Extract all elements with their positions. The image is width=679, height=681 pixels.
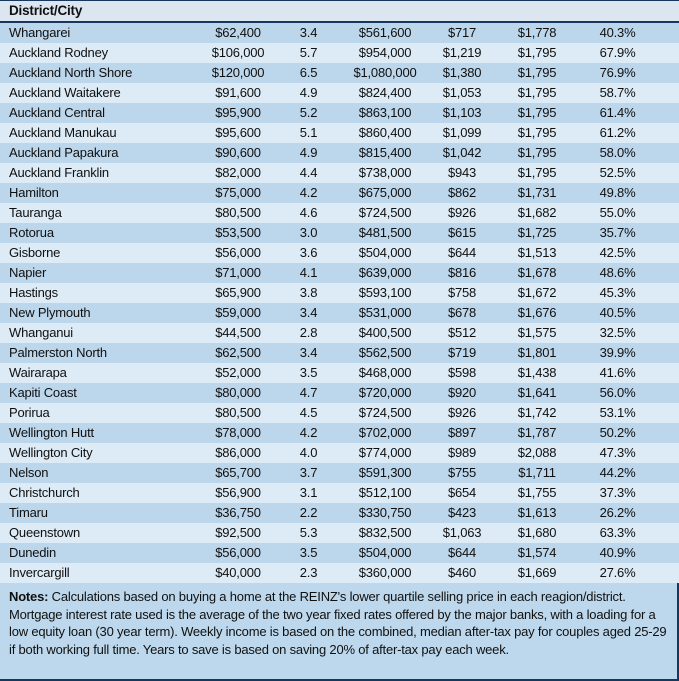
district-cell: Wairarapa bbox=[9, 365, 67, 380]
district-cell: Auckland North Shore bbox=[9, 65, 133, 80]
district-cell: Queenstown bbox=[9, 525, 80, 540]
district-cell: Auckland Central bbox=[9, 105, 105, 120]
value-cell: 4.7 bbox=[299, 385, 318, 400]
district-cell: Tauranga bbox=[9, 205, 62, 220]
value-cell: $78,000 bbox=[215, 425, 261, 440]
table-row bbox=[0, 303, 679, 323]
value-cell: $1,795 bbox=[517, 105, 557, 120]
value-cell: $675,000 bbox=[358, 185, 412, 200]
district-cell: Gisborne bbox=[9, 245, 61, 260]
value-cell: 3.1 bbox=[299, 485, 318, 500]
value-cell: $989 bbox=[447, 445, 477, 460]
value-cell: $678 bbox=[447, 305, 477, 320]
table-row bbox=[0, 243, 679, 263]
value-cell: $1,755 bbox=[517, 485, 557, 500]
row-filler bbox=[660, 443, 679, 463]
value-cell: 53.1% bbox=[599, 405, 636, 420]
value-cell: $717 bbox=[447, 25, 477, 40]
value-cell: 2.8 bbox=[299, 325, 318, 340]
value-cell: $815,400 bbox=[358, 145, 412, 160]
row-filler bbox=[660, 483, 679, 503]
value-cell: $1,219 bbox=[442, 45, 482, 60]
row-filler bbox=[660, 543, 679, 563]
value-cell: $80,500 bbox=[215, 205, 261, 220]
district-cell: Napier bbox=[9, 265, 47, 280]
value-cell: $1,672 bbox=[517, 285, 557, 300]
table-row bbox=[0, 483, 679, 503]
value-cell: 27.6% bbox=[599, 565, 636, 580]
value-cell: 40.5% bbox=[599, 305, 636, 320]
row-filler bbox=[660, 83, 679, 103]
value-cell: $644 bbox=[447, 245, 477, 260]
value-cell: $1,103 bbox=[442, 105, 482, 120]
value-cell: 48.6% bbox=[599, 265, 636, 280]
value-cell: $95,900 bbox=[215, 105, 261, 120]
value-cell: 4.5 bbox=[299, 405, 318, 420]
table-row bbox=[0, 323, 679, 343]
value-cell: $2,088 bbox=[517, 445, 557, 460]
table-row bbox=[0, 523, 679, 543]
value-cell: 52.5% bbox=[599, 165, 636, 180]
district-cell: Auckland Papakura bbox=[9, 145, 119, 160]
value-cell: $1,063 bbox=[442, 525, 482, 540]
value-cell: $53,500 bbox=[215, 225, 261, 240]
table-row bbox=[0, 463, 679, 483]
value-cell: $1,438 bbox=[517, 365, 557, 380]
row-filler bbox=[660, 323, 679, 343]
value-cell: $400,500 bbox=[358, 325, 412, 340]
row-filler bbox=[660, 143, 679, 163]
row-filler bbox=[660, 223, 679, 243]
table-row bbox=[0, 363, 679, 383]
value-cell: $774,000 bbox=[358, 445, 412, 460]
value-cell: $1,682 bbox=[517, 205, 557, 220]
row-filler bbox=[660, 43, 679, 63]
value-cell: $1,801 bbox=[517, 345, 557, 360]
value-cell: $1,795 bbox=[517, 145, 557, 160]
value-cell: $86,000 bbox=[215, 445, 261, 460]
value-cell: 76.9% bbox=[599, 65, 636, 80]
value-cell: $738,000 bbox=[358, 165, 412, 180]
value-cell: 67.9% bbox=[599, 45, 636, 60]
value-cell: 26.2% bbox=[599, 505, 636, 520]
district-cell: Whanganui bbox=[9, 325, 73, 340]
notes-block bbox=[0, 583, 679, 681]
value-cell: $724,500 bbox=[358, 205, 412, 220]
value-cell: $75,000 bbox=[215, 185, 261, 200]
value-cell: 49.8% bbox=[599, 185, 636, 200]
value-cell: $832,500 bbox=[358, 525, 412, 540]
table-row bbox=[0, 23, 679, 43]
value-cell: $824,400 bbox=[358, 85, 412, 100]
value-cell: 3.7 bbox=[299, 465, 318, 480]
row-filler bbox=[660, 163, 679, 183]
value-cell: $56,900 bbox=[215, 485, 261, 500]
row-filler bbox=[660, 203, 679, 223]
value-cell: $755 bbox=[447, 465, 477, 480]
value-cell: $1,795 bbox=[517, 165, 557, 180]
value-cell: 5.7 bbox=[299, 45, 318, 60]
district-cell: Auckland Manukau bbox=[9, 125, 117, 140]
row-filler bbox=[660, 523, 679, 543]
value-cell: $62,400 bbox=[215, 25, 261, 40]
value-cell: $1,574 bbox=[517, 545, 557, 560]
value-cell: 61.2% bbox=[599, 125, 636, 140]
value-cell: $1,680 bbox=[517, 525, 557, 540]
value-cell: $44,500 bbox=[215, 325, 261, 340]
value-cell: $1,513 bbox=[517, 245, 557, 260]
value-cell: $943 bbox=[447, 165, 477, 180]
value-cell: $56,000 bbox=[215, 245, 261, 260]
value-cell: $926 bbox=[447, 405, 477, 420]
row-filler bbox=[660, 183, 679, 203]
table-row bbox=[0, 143, 679, 163]
value-cell: 5.2 bbox=[299, 105, 318, 120]
value-cell: 47.3% bbox=[599, 445, 636, 460]
value-cell: $120,000 bbox=[211, 65, 265, 80]
value-cell: 39.9% bbox=[599, 345, 636, 360]
value-cell: $591,300 bbox=[358, 465, 412, 480]
value-cell: $40,000 bbox=[215, 565, 261, 580]
value-cell: $91,600 bbox=[215, 85, 261, 100]
district-cell: New Plymouth bbox=[9, 305, 91, 320]
value-cell: $62,500 bbox=[215, 345, 261, 360]
value-cell: $1,731 bbox=[517, 185, 557, 200]
value-cell: $468,000 bbox=[358, 365, 412, 380]
value-cell: 3.4 bbox=[299, 25, 318, 40]
value-cell: $720,000 bbox=[358, 385, 412, 400]
value-cell: 41.6% bbox=[599, 365, 636, 380]
district-cell: Auckland Rodney bbox=[9, 45, 108, 60]
value-cell: $593,100 bbox=[358, 285, 412, 300]
row-filler bbox=[660, 283, 679, 303]
value-cell: 58.0% bbox=[599, 145, 636, 160]
value-cell: $1,725 bbox=[517, 225, 557, 240]
district-cell: Porirua bbox=[9, 405, 50, 420]
notes-text: Calculations based on buying a home at the REINZ's lower quartile selling price in each reagion/district. Mortgage interest rate used is the average of the two year fixed rates offered by the major banks, with a loading for a low equity loan (30 year term). Weekly income is based on the combined, median after-tax pay for couples aged 25-29 if both working full time. Years to save is based on saving 20% of after-tax pay each week. bbox=[9, 589, 667, 657]
notes-label: Notes: bbox=[9, 589, 49, 604]
value-cell: $512,100 bbox=[358, 485, 412, 500]
value-cell: 3.4 bbox=[299, 345, 318, 360]
value-cell: 56.0% bbox=[599, 385, 636, 400]
value-cell: $862 bbox=[447, 185, 477, 200]
value-cell: $598 bbox=[447, 365, 477, 380]
table-row bbox=[0, 563, 679, 583]
row-filler bbox=[660, 63, 679, 83]
value-cell: $1,575 bbox=[517, 325, 557, 340]
district-cell: Invercargill bbox=[9, 565, 70, 580]
district-cell: Palmerston North bbox=[9, 345, 107, 360]
district-cell: Auckland Waitakere bbox=[9, 85, 121, 100]
district-cell: Rotorua bbox=[9, 225, 54, 240]
value-cell: 3.5 bbox=[299, 365, 318, 380]
district-cell: Hastings bbox=[9, 285, 58, 300]
value-cell: $423 bbox=[447, 505, 477, 520]
table-header-row bbox=[0, 0, 679, 23]
value-cell: $702,000 bbox=[358, 425, 412, 440]
value-cell: $360,000 bbox=[358, 565, 412, 580]
value-cell: 4.1 bbox=[299, 265, 318, 280]
value-cell: $1,678 bbox=[517, 265, 557, 280]
value-cell: 55.0% bbox=[599, 205, 636, 220]
value-cell: $460 bbox=[447, 565, 477, 580]
value-cell: $92,500 bbox=[215, 525, 261, 540]
district-cell: Wellington City bbox=[9, 445, 93, 460]
row-filler bbox=[660, 463, 679, 483]
value-cell: $1,787 bbox=[517, 425, 557, 440]
value-cell: $562,500 bbox=[358, 345, 412, 360]
value-cell: $1,711 bbox=[518, 465, 556, 480]
value-cell: $926 bbox=[447, 205, 477, 220]
value-cell: 4.9 bbox=[299, 85, 318, 100]
value-cell: $65,700 bbox=[215, 465, 261, 480]
table-row bbox=[0, 43, 679, 63]
district-cell: Hamilton bbox=[9, 185, 59, 200]
value-cell: $816 bbox=[447, 265, 477, 280]
value-cell: 3.6 bbox=[299, 245, 318, 260]
row-filler bbox=[660, 383, 679, 403]
value-cell: 3.5 bbox=[299, 545, 318, 560]
table-row bbox=[0, 223, 679, 243]
row-filler bbox=[660, 343, 679, 363]
value-cell: 32.5% bbox=[599, 325, 636, 340]
value-cell: $80,000 bbox=[215, 385, 261, 400]
value-cell: $504,000 bbox=[358, 245, 412, 260]
value-cell: $1,795 bbox=[517, 45, 557, 60]
value-cell: 4.9 bbox=[299, 145, 318, 160]
value-cell: $1,795 bbox=[517, 125, 557, 140]
value-cell: $920 bbox=[447, 385, 477, 400]
value-cell: 61.4% bbox=[599, 105, 636, 120]
table-row bbox=[0, 443, 679, 463]
value-cell: $65,900 bbox=[215, 285, 261, 300]
value-cell: 40.9% bbox=[599, 545, 636, 560]
value-cell: $1,669 bbox=[517, 565, 557, 580]
table-row bbox=[0, 283, 679, 303]
value-cell: $615 bbox=[447, 225, 477, 240]
row-filler bbox=[660, 123, 679, 143]
value-cell: 6.5 bbox=[299, 65, 318, 80]
value-cell: 45.3% bbox=[599, 285, 636, 300]
table-row bbox=[0, 63, 679, 83]
value-cell: $1,795 bbox=[517, 65, 557, 80]
value-cell: $758 bbox=[447, 285, 477, 300]
value-cell: $1,380 bbox=[442, 65, 482, 80]
district-cell: Kapiti Coast bbox=[9, 385, 77, 400]
row-filler bbox=[660, 363, 679, 383]
value-cell: $80,500 bbox=[215, 405, 261, 420]
value-cell: $1,099 bbox=[442, 125, 482, 140]
value-cell: 4.4 bbox=[299, 165, 318, 180]
value-cell: 3.4 bbox=[299, 305, 318, 320]
table-rows bbox=[0, 23, 679, 583]
value-cell: $654 bbox=[447, 485, 477, 500]
value-cell: $561,600 bbox=[358, 25, 412, 40]
header-district-city: District/City bbox=[9, 3, 83, 18]
value-cell: 50.2% bbox=[599, 425, 636, 440]
value-cell: $330,750 bbox=[358, 505, 412, 520]
value-cell: $954,000 bbox=[358, 45, 412, 60]
value-cell: 37.3% bbox=[599, 485, 636, 500]
value-cell: $82,000 bbox=[215, 165, 261, 180]
row-filler bbox=[660, 243, 679, 263]
table-row bbox=[0, 343, 679, 363]
value-cell: $897 bbox=[447, 425, 477, 440]
value-cell: $59,000 bbox=[215, 305, 261, 320]
table-row bbox=[0, 543, 679, 563]
value-cell: $71,000 bbox=[215, 265, 261, 280]
district-cell: Timaru bbox=[9, 505, 48, 520]
row-filler bbox=[660, 503, 679, 523]
value-cell: 2.2 bbox=[299, 505, 318, 520]
table-row bbox=[0, 423, 679, 443]
table-row bbox=[0, 403, 679, 423]
value-cell: 5.3 bbox=[299, 525, 318, 540]
value-cell: $52,000 bbox=[215, 365, 261, 380]
value-cell: 58.7% bbox=[599, 85, 636, 100]
row-filler bbox=[660, 103, 679, 123]
district-cell: Christchurch bbox=[9, 485, 80, 500]
value-cell: $90,600 bbox=[215, 145, 261, 160]
table-row bbox=[0, 263, 679, 283]
value-cell: 35.7% bbox=[599, 225, 636, 240]
row-filler bbox=[660, 303, 679, 323]
value-cell: $504,000 bbox=[358, 545, 412, 560]
value-cell: 44.2% bbox=[599, 465, 636, 480]
table-row bbox=[0, 503, 679, 523]
table-row bbox=[0, 183, 679, 203]
row-filler bbox=[660, 23, 679, 43]
table-row bbox=[0, 383, 679, 403]
value-cell: 3.0 bbox=[299, 225, 318, 240]
value-cell: $644 bbox=[447, 545, 477, 560]
table-row bbox=[0, 203, 679, 223]
district-cell: Whangarei bbox=[9, 25, 71, 40]
table-row bbox=[0, 123, 679, 143]
value-cell: $1,641 bbox=[517, 385, 557, 400]
table-row bbox=[0, 83, 679, 103]
value-cell: $95,600 bbox=[215, 125, 261, 140]
value-cell: $860,400 bbox=[358, 125, 412, 140]
value-cell: $724,500 bbox=[358, 405, 412, 420]
value-cell: $1,795 bbox=[517, 85, 557, 100]
value-cell: $1,053 bbox=[442, 85, 482, 100]
value-cell: $512 bbox=[447, 325, 477, 340]
row-filler bbox=[660, 263, 679, 283]
value-cell: $639,000 bbox=[358, 265, 412, 280]
value-cell: $1,042 bbox=[442, 145, 482, 160]
value-cell: 5.1 bbox=[299, 125, 318, 140]
value-cell: $1,742 bbox=[517, 405, 557, 420]
value-cell: $481,500 bbox=[358, 225, 412, 240]
value-cell: $56,000 bbox=[215, 545, 261, 560]
value-cell: $719 bbox=[447, 345, 477, 360]
value-cell: 40.3% bbox=[599, 25, 636, 40]
value-cell: $863,100 bbox=[358, 105, 412, 120]
value-cell: $1,676 bbox=[517, 305, 557, 320]
value-cell: 4.2 bbox=[299, 185, 318, 200]
value-cell: 3.8 bbox=[299, 285, 318, 300]
row-filler bbox=[660, 423, 679, 443]
value-cell: $531,000 bbox=[358, 305, 412, 320]
value-cell: $1,613 bbox=[517, 505, 557, 520]
value-cell: 4.2 bbox=[299, 425, 318, 440]
district-cell: Wellington Hutt bbox=[9, 425, 94, 440]
table-row bbox=[0, 103, 679, 123]
value-cell: $1,080,000 bbox=[353, 65, 417, 80]
value-cell: 63.3% bbox=[599, 525, 636, 540]
value-cell: 2.3 bbox=[299, 565, 318, 580]
value-cell: $106,000 bbox=[211, 45, 265, 60]
district-cell: Dunedin bbox=[9, 545, 57, 560]
row-filler bbox=[660, 403, 679, 423]
value-cell: 42.5% bbox=[599, 245, 636, 260]
value-cell: 4.6 bbox=[299, 205, 318, 220]
district-cell: Nelson bbox=[9, 465, 49, 480]
value-cell: 4.0 bbox=[299, 445, 318, 460]
value-cell: $1,778 bbox=[517, 25, 557, 40]
value-cell: $36,750 bbox=[215, 505, 261, 520]
district-cell: Auckland Franklin bbox=[9, 165, 109, 180]
table-row bbox=[0, 163, 679, 183]
row-filler bbox=[660, 563, 679, 583]
